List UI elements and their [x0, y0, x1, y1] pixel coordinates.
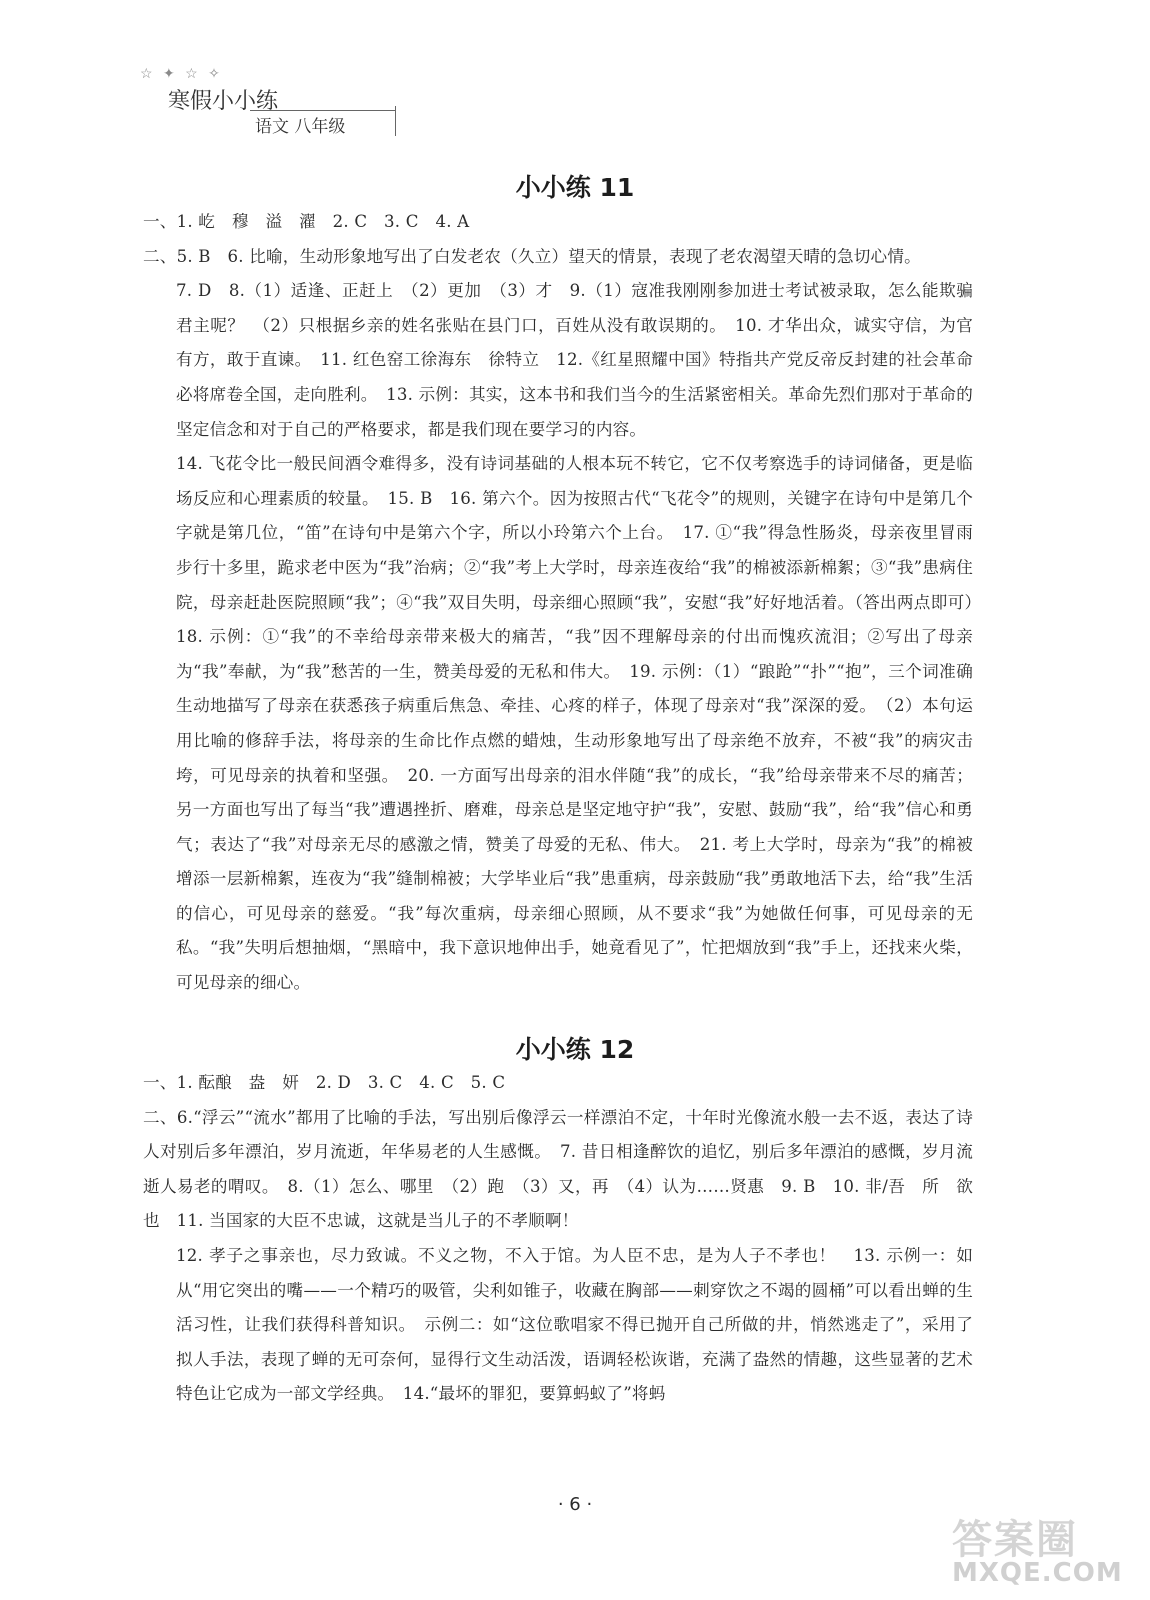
section-title-12: 小小练 12: [515, 1035, 635, 1064]
section-title-11: 小小练 11: [515, 173, 635, 202]
answer-paragraph: 12. 孝子之事亲也，尽力致诚。不义之物，不入于馆。为人臣不忠，是为人子不孝也！ 13. 示例一：如从“用它突出的嘴——一个精巧的吸管，尖利如锥子，收藏在胸部——刺穿饮之不竭的圆桶”可以看出蝉的生活习性，让我们获得科普知识。 示例二：如“这位歌唱家不得已抛开自己所做的井，悄然逃走了”，采用了拟人手法，表现了蝉的无可奈何，显得行文生动活泼，语调轻松诙谐，充满了盎然的情趣，这些显著的艺术特色让它成为一部文学经典。 14.“最坏的罪犯，要算蚂蚁了”将蚂: [176, 1245, 973, 1404]
header-divider: [395, 106, 396, 136]
page-number: · 6 ·: [557, 1494, 593, 1515]
header-rule: [250, 110, 395, 111]
answer-line: 一、1. 屹 穆 溢 濯 2. C 3. C 4. A: [143, 212, 470, 231]
answer-line: 一、1. 酝酿 盎 妍 2. D 3. C 4. C 5. C: [143, 1073, 506, 1092]
answer-line: 二、5. B 6. 比喻，生动形象地写出了白发老农（久立）望天的情景，表现了老农渴望天晴的急切心情。: [143, 246, 921, 266]
book-header: [140, 66, 400, 137]
answer-paragraph: 14. 飞花令比一般民间酒令难得多，没有诗词基础的人根本玩不转它，它不仅考察选手的诗词储备，更是临场反应和心理素质的较量。 15. B 16. 第六个。因为按照古代“飞花令”的规则，关键字在诗句中是第几个字就是第几位，“笛”在诗句中是第六个字，所以小玲第六个上台。 17. ①“我”得急性肠炎，母亲夜里冒雨步行十多里，跪求老中医为“我”治病；②“我”考上大学时，母亲连夜给“我”的棉被添新棉絮；③“我”患病住院，母亲赶赴医院照顾“我”；④“我”双目失明，母亲细心照顾“我”，安慰“我”好好地活着。（答出两点即可） 18. 示例：①“我”的不幸给母亲带来极大的痛苦，“我”因不理解母亲的付出而愧疚流泪；②写出了母亲为“我”奉献，为“我”愁苦的一生，赞美母爱的无私和伟大。 19. 示例：（1）“踉跄”“扑”“抱”，三个词准确生动地描写了母亲在获悉孩子病重后焦急、牵挂、心疼的样子，体现了母亲对“我”深深的爱。 （2）本句运用比喻的修辞手法，将母亲的生命比作点燃的蜡烛，生动形象地写出了母亲绝不放弃，不被“我”的病灾击垮，可见母亲的执着和坚强。 20. 一方面写出母亲的泪水伴随“我”的成长，“我”给母亲带来不尽的痛苦；另一方面也写出了每当“我”遭遇挫折、磨难，母亲总是坚定地守护“我”，安慰、鼓励“我”，给“我”信心和勇气；表达了“我”对母亲无尽的感激之情，赞美了母爱的无私、伟大。 21. 考上大学时，母亲为“我”的棉被增添一层新棉絮，连夜为“我”缝制棉被；大学毕业后“我”患重病，母亲鼓励“我”勇敢地活下去，给“我”生活的信心，可见母亲的慈爱。“我”每次重病，母亲细心照顾，从不要求“我”为她做任何事，可见母亲的无私。“我”失明后想抽烟，“黑暗中，我下意识地伸出手，她竟看见了”，忙把烟放到“我”手上，还找来火柴，可见母亲的细心。: [176, 454, 990, 993]
watermark-en: MXQE.COM: [952, 1558, 1123, 1588]
book-brand: 寒假小小练: [168, 89, 279, 114]
section-12-body: [143, 1066, 990, 1412]
answer-paragraph: 二、6.“浮云”“流水”都用了比喻的手法，写出别后像浮云一样漂泊不定，十年时光像流水般一去不返，表达了诗人对别后多年漂泊，岁月流逝，年华易老的人生感慨。 7. 昔日相逢醉饮的追忆，别后多年漂泊的感慨，岁月流逝人易老的喟叹。 8.（1）怎么、哪里 （2）跑 （3）又，再 （4）认为……贤惠 9. B 10. 非/吾 所 欲 也 11. 当国家的大臣不忠诚，这就是当儿子的不孝顺啊！: [143, 1107, 990, 1231]
answer-paragraph: 7. D 8.（1）适逢、正赶上 （2）更加 （3）才 9.（1）寇准我刚刚参加进士考试被录取，怎么能欺骗君主呢？ （2）只根据乡亲的姓名张贴在县门口，百姓从没有敢误期的。 10. 才华出众，诚实守信，为官有方，敢于直谏。 11. 红色窑工徐海东 徐特立 12.《红星照耀中国》特指共产党反帝反封建的社会革命必将席卷全国，走向胜利。 13. 示例：其实，这本书和我们当今的生活紧密相关。革命先烈们那对于革命的坚定信念和对于自己的严格要求，都是我们现在要学习的内容。: [176, 281, 973, 439]
book-subtitle: 语文 八年级: [255, 117, 346, 137]
stars-decoration: ☆ ✦ ☆ ✧: [140, 66, 223, 82]
section-11-body: [143, 205, 990, 1001]
watermark-cn: 答案圈: [952, 1517, 1078, 1563]
watermark-logo: [952, 1508, 1142, 1596]
